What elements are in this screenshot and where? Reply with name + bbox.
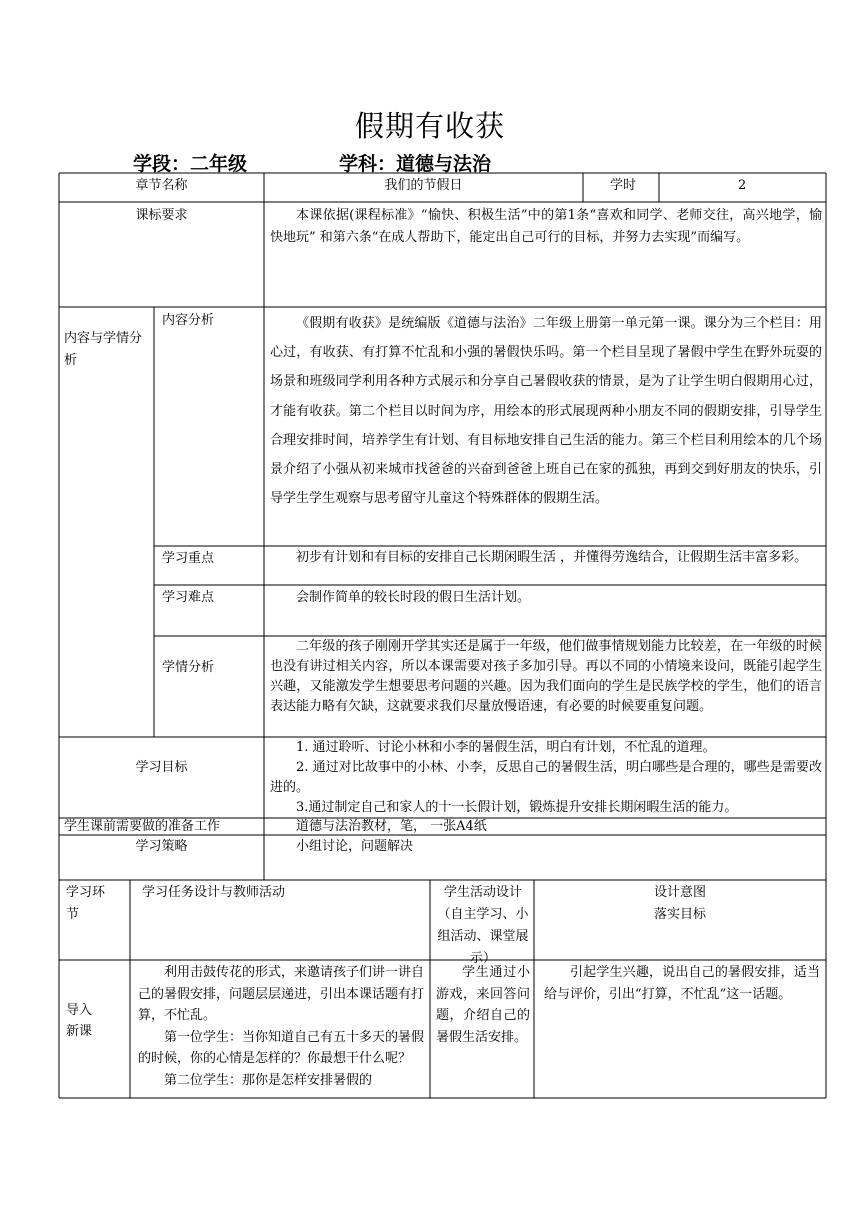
intent-header: 设计意图 落实目标 — [653, 885, 706, 922]
curriculum-text: 本课依据(课程标准》“愉快、积极生活”中的第1条“喜欢和同学、老师交往，高兴地学，愉快地玩” 和第六条“在成人帮助下，能定出自己可行的目标，并努力去实现”而编写。 — [270, 208, 822, 245]
hours-label: 学时 — [610, 178, 637, 193]
difficulty-text: 会制作简单的较长时段的假日生活计划。 — [296, 590, 531, 605]
task-header: 学习任务设计与教师活动 — [142, 885, 286, 900]
prep-text: 道德与法治教材，笔， 一张A4纸 — [296, 819, 487, 834]
intro-task-paragraph: 第二位学生：那你是怎样安排暑假的 — [164, 1072, 373, 1088]
stage-header: 学习环节 — [66, 885, 106, 922]
key-points-label: 学习重点 — [162, 551, 215, 566]
student-analysis-text: 二年级的孩子刚刚开学其实还是属于一年级，他们做事情规划能力比较差，在一年级的时候也没有讲过相关内容，所以本课需要对孩子多加引导。再以不同的小情境来设问，既能引起学生兴趣，又能激发学生想要思考问题的兴趣。因为我们面向的学生是民族学校的学生，他们的语言表达能力略有欠缺，这就要求我们尽量放慢语速，有必要的时候要重复问题。 — [270, 639, 822, 714]
chapter-label: 章节名称 — [135, 178, 188, 193]
intro-task — [138, 962, 424, 1091]
goal-item: 3.通过制定自己和家人的十一长假计划，锻炼提升安排长期闲暇生活的能力。 — [296, 800, 738, 815]
difficulty-label: 学习难点 — [162, 590, 215, 605]
goals-label: 学习目标 — [135, 760, 188, 775]
analysis-label: 内容与学情分析 — [64, 331, 143, 368]
intro-task-paragraph: 利用击鼓传花的形式，来邀请孩子们讲一讲自己的暑假安排，问题层层递进，引出本课话题有打算，不忙乱。 — [138, 965, 425, 1023]
subject-label: 学科：道德与法治 — [339, 153, 492, 175]
intro-student-activity: 学生通过小游戏，来回答问题，介绍自己的暑假生活安排。 — [436, 965, 530, 1045]
goals-list — [270, 738, 822, 818]
chapter-value: 我们的节假日 — [384, 178, 463, 193]
content-analysis-label: 内容分析 — [162, 313, 215, 328]
goal-item: 2. 通过对比故事中的小林、小李，反思自己的暑假生活，明白哪些是合理的，哪些是需要改进的。 — [270, 760, 822, 795]
intro-stage: 导入新课 — [66, 1003, 93, 1039]
intro-intent: 引起学生兴趣，说出自己的暑假安排，适当给与评价，引出“打算，不忙乱”这一话题。 — [544, 965, 820, 1002]
document-title: 假期有收获 — [354, 109, 505, 143]
key-points-text: 初步有计划和有目标的安排自己长期闲暇生活 ，并懂得劳逸结合，让假期生活丰富多彩。 — [296, 550, 808, 565]
strategy-label: 学习策略 — [135, 839, 188, 854]
strategy-text: 小组讨论，问题解决 — [296, 839, 414, 854]
prep-label: 学生课前需要做的准备工作 — [64, 819, 221, 834]
grade-label: 学段：二年级 — [133, 153, 248, 175]
intro-task-paragraph: 第一位学生：当你知道自己有五十多天的暑假的时候，你的心情是怎样的？你最想干什么呢？ — [138, 1029, 425, 1066]
student-activity-header: 学生活动设计（自主学习、小组活动、课堂展示） — [437, 885, 529, 966]
goal-item: 1. 通过聆听、讨论小林和小李的暑假生活，明白有计划，不忙乱的道理。 — [296, 740, 716, 755]
hours-value: 2 — [738, 178, 747, 193]
content-analysis-text: 《假期有收获》是统编版《道德与法治》二年级上册第一单元第一课。课分为三个栏目：用心过，有收获、有打算不忙乱和小强的暑假快乐吗。第一个栏目呈现了暑假中学生在野外玩耍的场景和班级同学利用各种方式展示和分享自己暑假收获的情景，是为了让学生明白假期用心过，才能有收获。第二个栏目以时间为序，用绘本的形式展现两种小朋友不同的假期安排，引导学生合理安排时间，培养学生有计划、有目标地安排自己生活的能力。第三个栏目利用绘本的几个场景介绍了小强从初来城市找爸爸的兴奋到爸爸上班自己在家的孤独，再到交到好朋友的快乐，引导学生学生观察与思考留守儿童这个特殊群体的假期生活。 — [270, 316, 822, 507]
student-analysis-label: 学情分析 — [162, 660, 215, 675]
curriculum-label: 课标要求 — [135, 208, 188, 223]
